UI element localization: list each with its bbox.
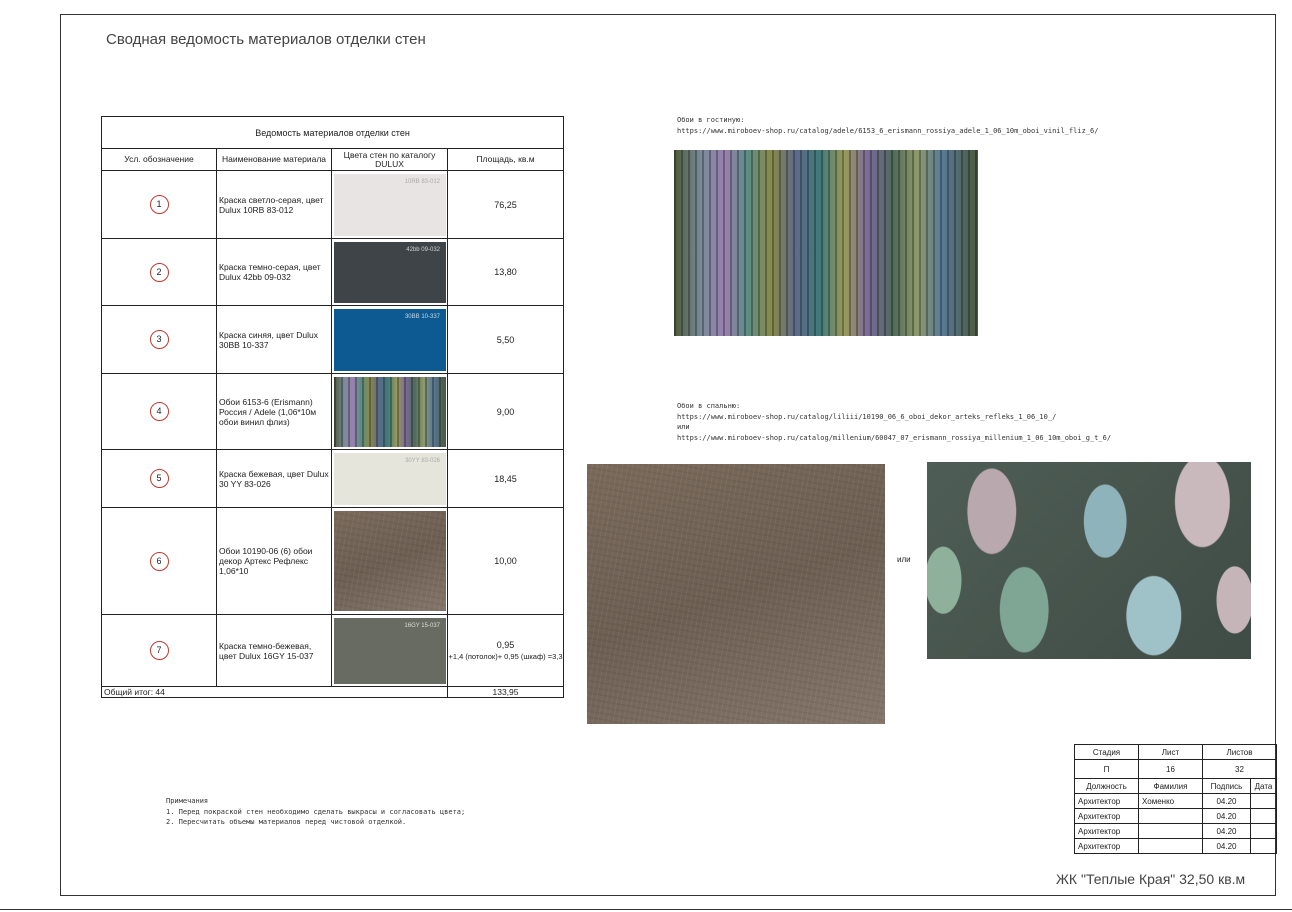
color-swatch	[334, 618, 446, 684]
area-value: 10,00	[448, 508, 564, 615]
stamp-surname: Хоменко	[1139, 794, 1203, 809]
stamp-signature: 04.20	[1203, 824, 1251, 839]
material-name: Краска светло-серая, цвет Dulux 10RB 83-012	[217, 171, 332, 239]
area-value: 18,45	[448, 450, 564, 508]
area-note: +1,4 (потолок)+ 0,95 (шкаф) =3,3	[448, 652, 563, 661]
stamp-surname-header: Фамилия	[1139, 779, 1203, 794]
project-footer: ЖК "Теплые Края" 32,50 кв.м	[1056, 871, 1246, 887]
row-number-badge: 7	[150, 641, 169, 660]
stamp-position-header: Должность	[1075, 779, 1139, 794]
living-room-note	[677, 115, 1098, 136]
swatch-code: 16GY 15-037	[404, 622, 440, 629]
header-area: Площадь, кв.м	[448, 149, 564, 171]
stamp-signature: 04.20	[1203, 839, 1251, 854]
stamp-stage: П	[1075, 760, 1139, 779]
title-block	[1074, 744, 1277, 854]
material-name: Обои 10190-06 (6) обои декор Артекс Рефлекс 1,06*10	[217, 508, 332, 615]
stamp-sheets-header: Листов	[1203, 745, 1277, 760]
total-label: Общий итог: 44	[102, 687, 448, 698]
page-title: Сводная ведомость материалов отделки стен	[106, 31, 426, 48]
stamp-sheets: 32	[1203, 760, 1277, 779]
table-row	[102, 450, 564, 508]
bedroom-wallpaper-millenium-image	[927, 462, 1251, 659]
total-row	[102, 687, 564, 698]
material-name: Краска синяя, цвет Dulux 30BB 10-337	[217, 306, 332, 374]
row-number-badge: 6	[150, 552, 169, 571]
row-number-badge: 2	[150, 263, 169, 282]
material-name: Краска темно-бежевая, цвет Dulux 16GY 15-037	[217, 615, 332, 687]
header-symbol: Усл. обозначение	[102, 149, 217, 171]
stamp-signature-header: Подпись	[1203, 779, 1251, 794]
area-value: 5,50	[448, 306, 564, 374]
note-1: 1. Перед покраской стен необходимо сделать выкрасы и согласовать цвета;	[166, 807, 466, 816]
stamp-sheet-header: Лист	[1139, 745, 1203, 760]
area-value: 76,25	[448, 171, 564, 239]
swatch-code: 10RB 83-012	[404, 178, 440, 185]
header-material: Наименование материала	[217, 149, 332, 171]
stamp-date-header: Дата	[1251, 779, 1277, 794]
wallpaper-reflex-swatch	[334, 511, 446, 611]
area-value: 13,80	[448, 239, 564, 306]
table-row	[102, 171, 564, 239]
stamp-position: Архитектор	[1075, 809, 1139, 824]
total-area: 133,95	[448, 687, 564, 698]
materials-table	[101, 116, 564, 698]
living-room-wallpaper-image	[674, 150, 978, 336]
stamp-position: Архитектор	[1075, 794, 1139, 809]
area-value: 9,00	[448, 374, 564, 450]
color-swatch	[334, 242, 446, 303]
swatch-code: 42bb 09-032	[406, 246, 440, 253]
table-row	[102, 615, 564, 687]
bedroom-wallpaper-reflex-image	[587, 464, 885, 724]
color-swatch	[334, 453, 446, 505]
wallpaper-adele-swatch	[334, 377, 446, 447]
bedroom-link-2[interactable]: https://www.miroboev-shop.ru/catalog/millenium/60047_07_erismann_rossiya_millenium_1_06_10m_oboi_g_t_6/	[677, 433, 1112, 442]
bedroom-or: или	[677, 423, 690, 431]
note-2: 2. Пересчитать объемы материалов перед чистовой отделкой.	[166, 818, 407, 826]
table-row	[102, 374, 564, 450]
stamp-position: Архитектор	[1075, 839, 1139, 854]
notes	[166, 796, 465, 828]
bedroom-label: Обои в спальню:	[677, 402, 741, 410]
row-number-badge: 1	[150, 195, 169, 214]
color-swatch	[334, 174, 446, 236]
material-name: Краска темно-серая, цвет Dulux 42bb 09-032	[217, 239, 332, 306]
table-row	[102, 306, 564, 374]
swatch-code: 30YY 83-026	[405, 457, 440, 464]
table-row	[102, 239, 564, 306]
table-caption: Ведомость материалов отделки стен	[102, 117, 564, 149]
stamp-signature: 04.20	[1203, 809, 1251, 824]
stamp-sheet: 16	[1139, 760, 1203, 779]
stamp-signature: 04.20	[1203, 794, 1251, 809]
bedroom-link-1[interactable]: https://www.miroboev-shop.ru/catalog/liliii/10190_06_6_oboi_dekor_arteks_refleks_1_06_10_/	[677, 412, 1057, 421]
bedroom-note	[677, 401, 1111, 443]
table-row	[102, 508, 564, 615]
row-number-badge: 4	[150, 402, 169, 421]
row-number-badge: 5	[150, 469, 169, 488]
swatch-code: 30BB 10-337	[404, 313, 440, 320]
bottom-border	[0, 909, 1292, 910]
living-room-link[interactable]: https://www.miroboev-shop.ru/catalog/adele/6153_6_erismann_rossiya_adele_1_06_10m_oboi_vinil_fliz_6/	[677, 126, 1099, 135]
material-name: Обои 6153-6 (Erismann) Россия / Adele (1,06*10м обои винил флиз)	[217, 374, 332, 450]
notes-heading: Примечания	[166, 797, 209, 805]
row-number-badge: 3	[150, 330, 169, 349]
material-name: Краска бежевая, цвет Dulux 30 YY 83-026	[217, 450, 332, 508]
area-value: 0,95	[496, 640, 515, 650]
color-swatch	[334, 309, 446, 371]
or-label: или	[897, 555, 911, 564]
header-dulux-color: Цвета стен по каталогу DULUX	[332, 149, 448, 171]
living-room-label: Обои в гостиную:	[677, 116, 745, 124]
stamp-position: Архитектор	[1075, 824, 1139, 839]
stamp-stage-header: Стадия	[1075, 745, 1139, 760]
